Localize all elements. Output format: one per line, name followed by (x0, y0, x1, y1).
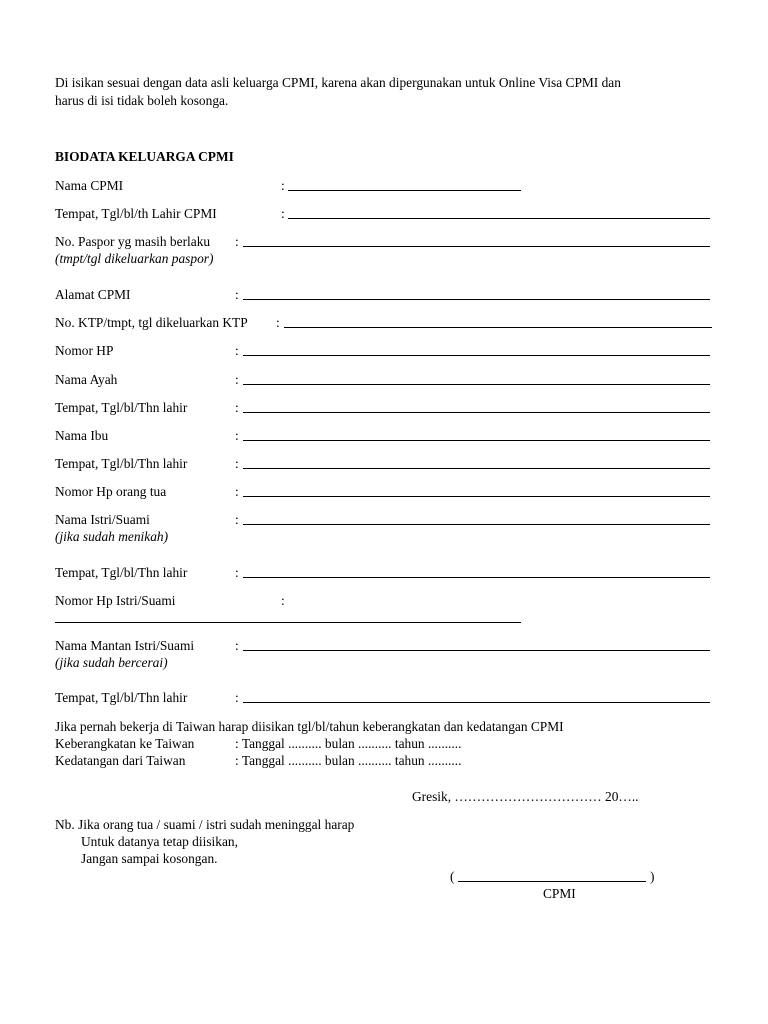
label-ktp: No. KTP/tmpt, tgl dikeluarkan KTP (55, 315, 248, 330)
field-line-paspor[interactable] (243, 246, 710, 247)
arrive-date-field[interactable]: : Tanggal .......... bulan .......... tahun .......... (235, 753, 462, 768)
field-line-hp[interactable] (243, 355, 710, 356)
label-ttl-cpmi: Tempat, Tgl/bl/th Lahir CPMI (55, 206, 217, 221)
field-line-ttl-ibu[interactable] (243, 468, 710, 469)
label-alamat: Alamat CPMI (55, 287, 131, 302)
label-paspor: No. Paspor yg masih berlaku (55, 234, 211, 249)
colon: : (235, 372, 239, 387)
signature-line[interactable] (458, 881, 646, 882)
colon: : (235, 484, 239, 499)
colon: : (281, 206, 285, 221)
note-mantan: (jika sudah bercerai) (55, 655, 168, 670)
label-ttl-istri: Tempat, Tgl/bl/Thn lahir (55, 565, 188, 580)
field-line-hp-ortu[interactable] (243, 496, 710, 497)
label-depart: Keberangkatan ke Taiwan (55, 736, 195, 751)
note-line-2: Untuk datanya tetap diisikan, (81, 834, 238, 849)
label-mantan: Nama Mantan Istri/Suami (55, 638, 195, 653)
field-line-ttl-mantan[interactable] (243, 702, 710, 703)
label-ayah: Nama Ayah (55, 372, 118, 387)
section-heading: BIODATA KELUARGA CPMI (55, 149, 234, 164)
label-ttl-ayah: Tempat, Tgl/bl/Thn lahir (55, 400, 188, 415)
colon: : (235, 343, 239, 358)
colon: : (235, 512, 239, 527)
field-line-alamat[interactable] (243, 299, 710, 300)
colon: : (235, 690, 239, 705)
colon: : (235, 400, 239, 415)
note-line-3: Jangan sampai kosongan. (81, 851, 218, 866)
intro-line-1: Di isikan sesuai dengan data asli keluarga CPMI, karena akan dipergunakan untuk Online Visa CPMI dan (55, 75, 621, 90)
colon: : (281, 593, 285, 608)
signature-close-paren: ) (650, 869, 655, 884)
field-line-ttl-istri[interactable] (243, 577, 710, 578)
label-istri: Nama Istri/Suami (55, 512, 150, 527)
label-hp-istri: Nomor Hp Istri/Suami (55, 593, 176, 608)
field-line-hp-istri[interactable] (55, 622, 521, 623)
field-line-ayah[interactable] (243, 384, 710, 385)
field-line-mantan[interactable] (243, 650, 710, 651)
colon: : (235, 428, 239, 443)
field-line-ttl-cpmi[interactable] (288, 218, 710, 219)
field-line-ktp[interactable] (284, 327, 712, 328)
field-line-istri[interactable] (243, 524, 710, 525)
colon: : (276, 315, 280, 330)
taiwan-intro: Jika pernah bekerja di Taiwan harap diisikan tgl/bl/tahun keberangkatan dan kedatangan CPMI (55, 719, 564, 734)
label-hp: Nomor HP (55, 343, 114, 358)
colon: : (281, 178, 285, 193)
label-ttl-ibu: Tempat, Tgl/bl/Thn lahir (55, 456, 188, 471)
colon: : (235, 234, 239, 249)
note-istri: (jika sudah menikah) (55, 529, 169, 544)
label-ibu: Nama Ibu (55, 428, 109, 443)
depart-date-field[interactable]: : Tanggal .......... bulan .......... tahun .......... (235, 736, 462, 751)
note-paspor: (tmpt/tgl dikeluarkan paspor) (55, 251, 214, 266)
colon: : (235, 456, 239, 471)
label-nama-cpmi: Nama CPMI (55, 178, 124, 193)
place-date[interactable]: Gresik, …………………………… 20….. (412, 789, 639, 804)
label-ttl-mantan: Tempat, Tgl/bl/Thn lahir (55, 690, 188, 705)
intro-line-2: harus di isi tidak boleh kosonga. (55, 93, 229, 108)
field-line-ttl-ayah[interactable] (243, 412, 710, 413)
colon: : (235, 638, 239, 653)
field-line-nama-cpmi[interactable] (288, 190, 521, 191)
field-line-ibu[interactable] (243, 440, 710, 441)
label-hp-ortu: Nomor Hp orang tua (55, 484, 167, 499)
label-arrive: Kedatangan dari Taiwan (55, 753, 186, 768)
colon: : (235, 287, 239, 302)
note-line-1: Nb. Jika orang tua / suami / istri sudah meninggal harap (55, 817, 355, 832)
signature-label: CPMI (543, 886, 576, 901)
signature-open-paren: ( (450, 869, 455, 884)
colon: : (235, 565, 239, 580)
